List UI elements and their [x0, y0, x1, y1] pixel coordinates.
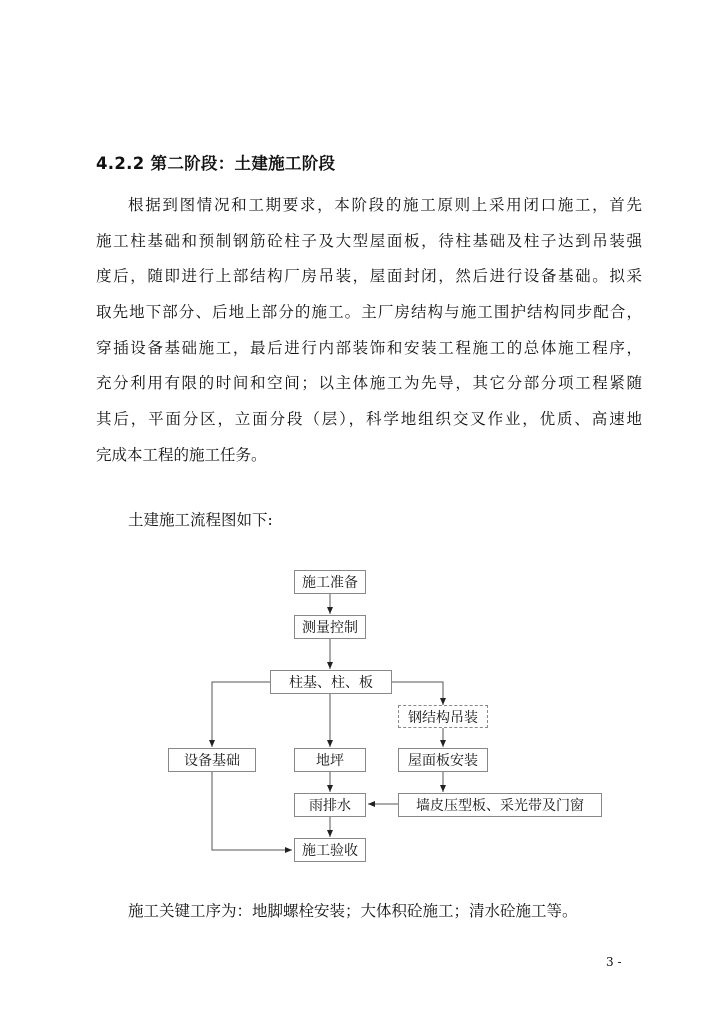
paragraph-line: 其后，平面分区，立面分段（层），科学地组织交叉作业，优质、高速地 — [96, 410, 642, 429]
flow-box-prepare: 施工准备 — [294, 570, 366, 594]
flow-box-wall: 墙皮压型板、采光带及门窗 — [398, 793, 602, 817]
page-number: 3 - — [606, 955, 622, 969]
arrow-equipment-acceptance — [212, 772, 292, 850]
section-heading: 4.2.2 第二阶段：土建施工阶段 — [96, 154, 336, 173]
flow-box-roof: 屋面板安装 — [398, 748, 488, 772]
arrow-foundation-equipment — [212, 682, 270, 747]
key-process-paragraph — [96, 894, 642, 930]
paragraph-line: 施工关键工序为：地脚螺栓安装；大体积砼施工；清水砼施工等。 — [128, 902, 578, 920]
paragraph-line: 完成本工程的施工任务。 — [96, 445, 267, 464]
paragraph-line: 充分利用有限的时间和空间；以主体施工为先导，其它分部分项工程紧随 — [96, 374, 642, 393]
paragraph-line: 穿插设备基础施工，最后进行内部装饰和安装工程施工的总体施工程序， — [96, 338, 642, 357]
paragraph-line: 取先地下部分、后地上部分的施工。主厂房结构与施工围护结构同步配合， — [96, 303, 642, 322]
flow-box-survey: 测量控制 — [294, 615, 366, 639]
paragraph-line: 度后，随即进行上部结构厂房吊装，屋面封闭，然后进行设备基础。拟采 — [96, 267, 642, 286]
flow-box-foundation: 柱基、柱、板 — [270, 670, 392, 694]
arrow-foundation-steel — [392, 682, 443, 705]
flow-box-drainage: 雨排水 — [294, 793, 366, 817]
flow-box-acceptance: 施工验收 — [294, 838, 366, 862]
paragraph-line: 土建施工流程图如下: — [128, 511, 273, 529]
paragraph-line: 施工柱基础和预制钢筋砼柱子及大型屋面板，待柱基础及柱子达到吊装强 — [96, 231, 642, 250]
flow-box-steel: 钢结构吊装 — [398, 705, 488, 728]
flow-box-equipment: 设备基础 — [168, 748, 256, 772]
flow-box-ground: 地坪 — [294, 748, 366, 772]
paragraph-line: 根据到图情况和工期要求，本阶段的施工原则上采用闭口施工，首先 — [128, 196, 642, 214]
